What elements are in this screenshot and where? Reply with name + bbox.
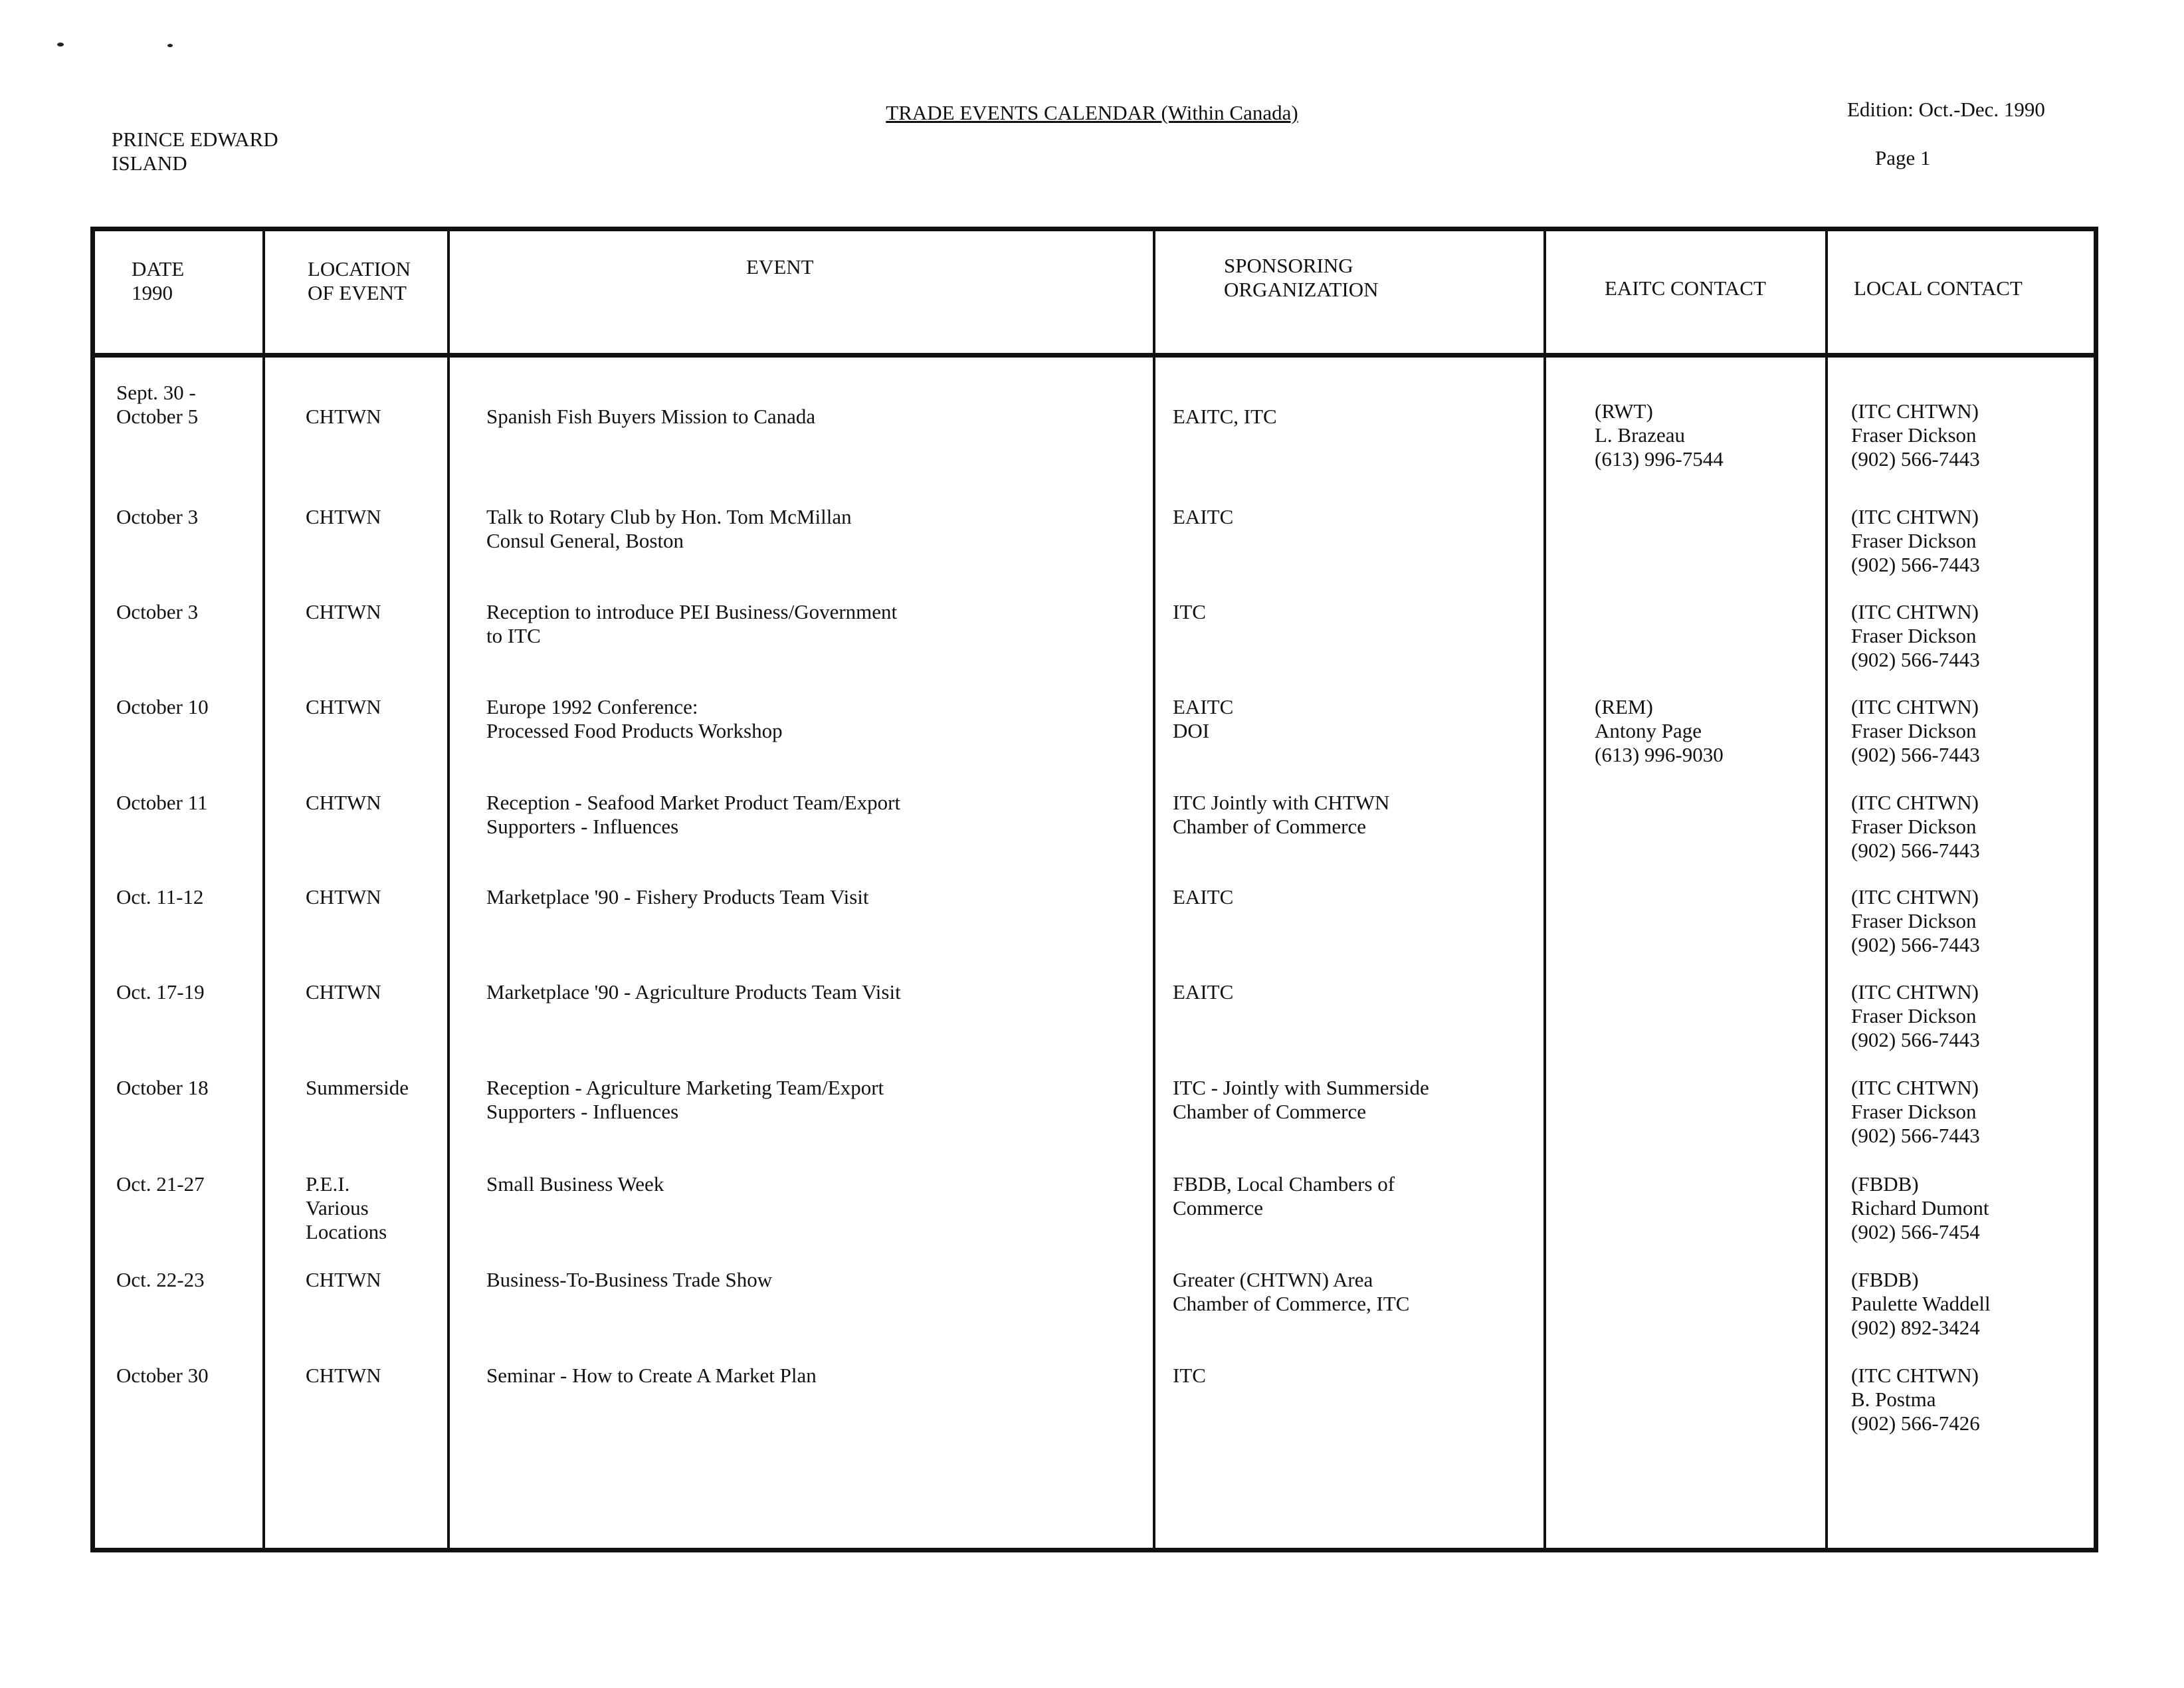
cell-local-contact: (ITC CHTWN) B. Postma (902) 566-7426 bbox=[1851, 1364, 1980, 1435]
cell-event: Small Business Week bbox=[486, 1172, 664, 1196]
cell-sponsoring-organization: EAITC bbox=[1173, 505, 1234, 528]
cell-event: Business-To-Business Trade Show bbox=[486, 1268, 773, 1291]
cell-event: Marketplace '90 - Agriculture Products Team Visit bbox=[486, 980, 901, 1003]
cell-location: CHTWN bbox=[306, 600, 381, 623]
header-event: EVENT bbox=[746, 255, 814, 278]
cell-location: CHTWN bbox=[306, 405, 381, 428]
cell-event: Seminar - How to Create A Market Plan bbox=[486, 1364, 817, 1387]
cell-date: October 10 bbox=[116, 695, 209, 718]
cell-event: Reception - Seafood Market Product Team/Export Supporters - Influences bbox=[486, 791, 901, 838]
cell-sponsoring-organization: EAITC DOI bbox=[1173, 695, 1234, 742]
cell-eaitc-contact: (RWT) L. Brazeau (613) 996-7544 bbox=[1595, 399, 1724, 471]
cell-local-contact: (FBDB) Richard Dumont (902) 566-7454 bbox=[1851, 1172, 1989, 1243]
cell-sponsoring-organization: ITC bbox=[1173, 1364, 1206, 1387]
cell-eaitc-contact: (REM) Antony Page (613) 996-9030 bbox=[1595, 695, 1724, 766]
cell-sponsoring-organization: EAITC bbox=[1173, 980, 1234, 1003]
edition-label: Edition: Oct.-Dec. 1990 bbox=[1847, 98, 2045, 121]
table-row bbox=[95, 1364, 2094, 1459]
cell-event: Spanish Fish Buyers Mission to Canada bbox=[486, 405, 816, 428]
cell-location: P.E.I. Various Locations bbox=[306, 1172, 387, 1243]
scan-speck bbox=[167, 44, 173, 47]
table-row bbox=[95, 791, 2094, 886]
cell-date: October 18 bbox=[116, 1076, 209, 1099]
cell-event: Talk to Rotary Club by Hon. Tom McMillan Consul General, Boston bbox=[486, 505, 852, 552]
cell-local-contact: (ITC CHTWN) Fraser Dickson (902) 566-7443 bbox=[1851, 600, 1980, 671]
table-row bbox=[95, 1076, 2094, 1171]
cell-local-contact: (ITC CHTWN) Fraser Dickson (902) 566-7443 bbox=[1851, 695, 1980, 766]
cell-location: CHTWN bbox=[306, 980, 381, 1003]
table-row bbox=[95, 1172, 2094, 1267]
cell-location: CHTWN bbox=[306, 505, 381, 528]
cell-sponsoring-organization: ITC bbox=[1173, 600, 1206, 623]
scan-speck bbox=[57, 43, 64, 47]
header-eaitc-contact: EAITC CONTACT bbox=[1605, 276, 1766, 300]
table-row bbox=[95, 695, 2094, 790]
cell-local-contact: (ITC CHTWN) Fraser Dickson (902) 566-7443 bbox=[1851, 1076, 1980, 1147]
table-row bbox=[95, 381, 2094, 476]
table-row bbox=[95, 1268, 2094, 1363]
cell-location: CHTWN bbox=[306, 1268, 381, 1291]
table-row bbox=[95, 505, 2094, 600]
document-title: TRADE EVENTS CALENDAR (Within Canada) bbox=[886, 101, 1298, 124]
table-row bbox=[95, 980, 2094, 1075]
cell-date: October 3 bbox=[116, 505, 199, 528]
region-line-2: ISLAND bbox=[112, 152, 187, 175]
cell-sponsoring-organization: EAITC bbox=[1173, 885, 1234, 908]
cell-location: CHTWN bbox=[306, 1364, 381, 1387]
cell-local-contact: (ITC CHTWN) Fraser Dickson (902) 566-7443 bbox=[1851, 980, 1980, 1051]
cell-event: Reception to introduce PEI Business/Government to ITC bbox=[486, 600, 898, 647]
table-row bbox=[95, 600, 2094, 695]
cell-event: Marketplace '90 - Fishery Products Team Visit bbox=[486, 885, 869, 908]
page-number: Page 1 bbox=[1875, 146, 1931, 169]
header-sponsoring-organization: SPONSORING ORGANIZATION bbox=[1224, 254, 1379, 301]
cell-date: Oct. 21-27 bbox=[116, 1172, 205, 1196]
cell-sponsoring-organization: ITC Jointly with CHTWN Chamber of Commerce bbox=[1173, 791, 1390, 838]
cell-sponsoring-organization: EAITC, ITC bbox=[1173, 405, 1277, 428]
cell-location: CHTWN bbox=[306, 791, 381, 814]
cell-date: Oct. 17-19 bbox=[116, 980, 205, 1003]
cell-date: Oct. 22-23 bbox=[116, 1268, 205, 1291]
cell-date: October 3 bbox=[116, 600, 199, 623]
events-table bbox=[90, 227, 2098, 1552]
cell-local-contact: (FBDB) Paulette Waddell (902) 892-3424 bbox=[1851, 1268, 1991, 1339]
region-line-1: PRINCE EDWARD bbox=[112, 128, 278, 151]
cell-location: Summerside bbox=[306, 1076, 409, 1099]
cell-local-contact: (ITC CHTWN) Fraser Dickson (902) 566-7443 bbox=[1851, 399, 1980, 471]
cell-local-contact: (ITC CHTWN) Fraser Dickson (902) 566-7443 bbox=[1851, 885, 1980, 956]
header-location: LOCATION OF EVENT bbox=[308, 257, 411, 304]
cell-sponsoring-organization: FBDB, Local Chambers of Commerce bbox=[1173, 1172, 1395, 1219]
cell-location: CHTWN bbox=[306, 695, 381, 718]
header-date: DATE 1990 bbox=[132, 257, 185, 304]
cell-sponsoring-organization: ITC - Jointly with Summerside Chamber of Commerce bbox=[1173, 1076, 1429, 1123]
cell-date: Sept. 30 - October 5 bbox=[116, 381, 199, 428]
cell-event: Europe 1992 Conference: Processed Food Products Workshop bbox=[486, 695, 783, 742]
header-rule bbox=[95, 353, 2094, 358]
table-row bbox=[95, 885, 2094, 980]
cell-local-contact: (ITC CHTWN) Fraser Dickson (902) 566-7443 bbox=[1851, 791, 1980, 862]
cell-date: October 11 bbox=[116, 791, 208, 814]
cell-date: Oct. 11-12 bbox=[116, 885, 204, 908]
cell-local-contact: (ITC CHTWN) Fraser Dickson (902) 566-7443 bbox=[1851, 505, 1980, 576]
region-name bbox=[112, 128, 278, 175]
header-local-contact: LOCAL CONTACT bbox=[1854, 276, 2023, 300]
cell-location: CHTWN bbox=[306, 885, 381, 908]
cell-sponsoring-organization: Greater (CHTWN) Area Chamber of Commerce, ITC bbox=[1173, 1268, 1410, 1315]
cell-event: Reception - Agriculture Marketing Team/Export Supporters - Influences bbox=[486, 1076, 884, 1123]
cell-date: October 30 bbox=[116, 1364, 209, 1387]
